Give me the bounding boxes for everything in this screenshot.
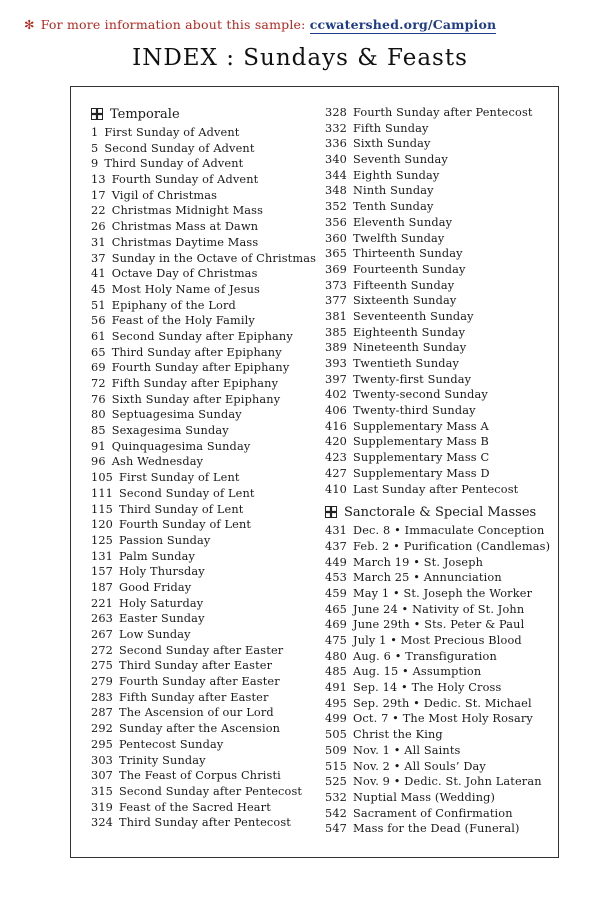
index-entry [91,768,316,784]
page-number: 292 [91,722,114,736]
page-number: 31 [91,235,106,249]
entry-label: Nov. 2 • All Souls’ Day [353,759,486,773]
entry-label: Third Sunday of Lent [119,502,244,516]
entry-label: Feb. 2 • Purification (Candlemas) [353,539,551,553]
index-entry [91,172,316,188]
entry-label: Supplementary Mass A [353,419,489,433]
index-entry [91,517,316,533]
entry-label: Septuagesima Sunday [111,408,242,422]
entry-label: Second Sunday after Epiphany [111,329,293,343]
entry-label: Holy Thursday [119,565,205,579]
index-entry [91,188,316,204]
page-number: 37 [91,251,106,265]
index-entry [91,439,316,455]
sanctorale-list [325,523,550,837]
page-number: 125 [91,533,114,547]
index-entry [325,727,550,743]
entry-label: July 1 • Most Precious Blood [353,634,522,647]
entry-label: Tenth Sunday [353,200,434,214]
page-number: 423 [325,451,348,465]
entry-label: Sacrament of Confirmation [353,806,513,820]
entry-label: Most Holy Name of Jesus [111,282,260,296]
page-number: 542 [325,806,348,820]
index-entry [91,392,316,408]
entry-label: Epiphany of the Lord [111,298,236,312]
entry-label: Sexagesima Sunday [111,424,229,438]
page-number: 459 [325,586,348,600]
page-number: 406 [325,404,348,418]
index-entry [91,580,316,596]
index-entry [325,121,550,137]
index-entry [325,183,550,199]
page-number: 525 [325,775,348,789]
index-entry [91,407,316,423]
entry-label: Twenty-third Sunday [353,404,476,418]
entry-label: Seventh Sunday [353,153,448,167]
index-entry [325,743,550,759]
page-number: 480 [325,649,348,663]
entry-label: Palm Sunday [119,549,196,563]
right-column [325,105,550,837]
index-entry [325,602,550,618]
index-entry [91,784,316,800]
entry-label: Aug. 6 • Transfiguration [353,649,497,663]
entry-label: Third Sunday after Easter [119,659,273,673]
page-number: 340 [325,153,348,167]
page-number: 80 [91,408,106,422]
entry-label: Thirteenth Sunday [353,247,463,261]
page-number: 267 [91,628,114,641]
entry-label: Trinity Sunday [119,753,206,767]
index-entry [325,450,550,466]
index-entry [91,611,316,627]
entry-label: Fifth Sunday [353,121,429,135]
page-number: 509 [325,743,348,757]
page-number: 475 [325,634,348,647]
page-number: 56 [91,314,106,328]
page-number: 283 [91,690,114,704]
entry-label: Fourth Sunday after Easter [119,675,280,689]
index-entry [325,309,550,325]
page-number: 352 [325,200,348,214]
entry-label: Fourth Sunday of Advent [111,173,259,187]
index-entry [325,246,550,262]
index-entry [325,387,550,403]
index-entry [91,251,316,267]
page-number: 385 [325,325,348,339]
page-number: 369 [325,262,348,276]
entry-label: Fifth Sunday after Epiphany [111,377,279,390]
entry-label: Supplementary Mass C [353,451,490,465]
page-number: 303 [91,753,114,767]
page-number: 91 [91,439,106,453]
temporale-heading-label: Temporale [110,106,180,122]
page-number: 315 [91,784,114,798]
index-entry [91,282,316,298]
temporale-heading [91,103,316,125]
page-number: 491 [325,681,348,695]
page-number: 416 [325,419,348,433]
entry-label: Fourth Sunday after Epiphany [111,361,290,375]
page-number: 495 [325,696,348,710]
index-frame [70,86,559,858]
sanctorale-heading [325,501,550,523]
page-number: 336 [325,137,348,151]
index-entry [325,649,550,665]
entry-label: March 19 • St. Joseph [353,555,484,569]
index-entry [91,690,316,706]
entry-label: Pentecost Sunday [119,737,224,751]
index-entry [91,345,316,361]
entry-label: First Sunday of Lent [119,471,240,485]
page-number: 410 [325,482,348,496]
entry-label: Sixteenth Sunday [353,294,457,308]
entry-label: Supplementary Mass D [353,466,490,480]
page-number: 377 [325,294,348,308]
index-entry [325,419,550,435]
entry-label: Feast of the Holy Family [111,314,255,328]
left-column [91,103,316,831]
entry-label: Christ the King [353,728,443,742]
page-number: 420 [325,435,348,449]
page-number: 105 [91,471,114,485]
entry-label: Twentieth Sunday [353,357,460,370]
page-number: 348 [325,184,348,198]
index-entry [91,235,316,251]
entry-label: Passion Sunday [119,533,211,547]
page-number: 51 [91,298,106,312]
entry-label: Good Friday [119,580,192,594]
entry-label: Nov. 1 • All Saints [353,743,461,757]
temporale-list [91,125,316,831]
entry-label: Quinquagesima Sunday [111,439,251,453]
entry-label: Fourth Sunday after Pentecost [353,106,533,119]
index-entry [325,434,550,450]
asterisk-icon: ✻ [24,17,35,32]
index-entry [91,141,316,157]
index-entry [91,674,316,690]
page-number: 332 [325,121,348,135]
index-entry [325,105,550,121]
entry-label: Oct. 7 • The Most Holy Rosary [353,712,533,726]
index-entry [325,168,550,184]
entry-label: Twenty-second Sunday [353,388,488,402]
entry-label: Sixth Sunday after Epiphany [111,392,281,406]
entry-label: Fifth Sunday after Easter [119,690,269,704]
page-number: 26 [91,220,106,234]
entry-label: June 24 • Nativity of St. John [353,602,525,616]
index-entry [325,340,550,356]
entry-label: Last Sunday after Pentecost [353,482,519,496]
page-number: 131 [91,549,114,563]
index-entry [325,711,550,727]
page-number: 45 [91,282,106,296]
cross-icon [91,108,103,120]
index-entry [325,356,550,372]
page-number: 275 [91,659,114,673]
entry-label: June 29th • Sts. Peter & Paul [353,618,525,632]
index-entry [325,696,550,712]
page-number: 263 [91,612,114,626]
entry-label: Christmas Midnight Mass [111,204,264,218]
index-entry [91,219,316,235]
page-number: 22 [91,204,106,218]
page-number: 319 [91,800,114,814]
campion-link[interactable]: ccwatershed.org/Campion [309,17,497,32]
page-number: 279 [91,675,114,689]
index-entry [91,423,316,439]
entry-label: Easter Sunday [119,612,205,626]
index-entry [325,555,550,571]
index-entry [325,570,550,586]
page-number: 221 [91,596,114,610]
page-number: 187 [91,580,114,594]
page-number: 427 [325,466,348,480]
index-entry [91,470,316,486]
page-number: 485 [325,665,348,679]
index-entry [91,376,316,392]
index-entry [91,815,316,831]
entry-label: Ash Wednesday [111,455,204,469]
index-entry [91,360,316,376]
index-entry [325,680,550,696]
index-entry [91,266,316,282]
index-entry [91,753,316,769]
page-number: 287 [91,706,114,720]
index-entry [91,658,316,674]
index-entry [325,262,550,278]
page-number: 61 [91,329,106,343]
page-number: 465 [325,602,348,616]
index-entry [325,759,550,775]
entry-label: Second Sunday after Easter [119,643,284,657]
entry-label: Sep. 29th • Dedic. St. Michael [353,696,532,710]
index-entry [91,156,316,172]
info-banner [24,17,496,32]
entry-label: Sep. 14 • The Holy Cross [353,681,502,695]
entry-label: Seventeenth Sunday [353,309,474,323]
index-entry [325,293,550,309]
index-entry [91,596,316,612]
page-number: 65 [91,345,106,359]
entry-label: Eighteenth Sunday [353,325,466,339]
index-entry [325,403,550,419]
page-number: 272 [91,643,114,657]
temporale-continued-list [325,105,550,497]
page-number: 13 [91,173,106,187]
page-number: 389 [325,341,348,355]
page-number: 115 [91,502,114,516]
page-number: 5 [91,141,99,155]
entry-label: Holy Saturday [119,596,204,610]
index-entry [325,806,550,822]
entry-label: Aug. 15 • Assumption [353,665,482,679]
entry-label: Feast of the Sacred Heart [119,800,271,814]
index-entry [91,486,316,502]
index-entry [91,533,316,549]
entry-label: Fourth Sunday of Lent [119,518,252,532]
page-number: 295 [91,737,114,751]
page-number: 505 [325,728,348,742]
page-number: 324 [91,816,114,830]
page-number: 469 [325,618,348,632]
page-number: 397 [325,372,348,386]
entry-label: Twenty-first Sunday [353,372,472,386]
index-entry [325,586,550,602]
entry-label: Second Sunday of Lent [119,486,255,500]
entry-label: Eleventh Sunday [353,215,453,229]
index-entry [325,774,550,790]
entry-label: Dec. 8 • Immaculate Conception [353,524,545,538]
cross-icon [325,506,337,518]
entry-label: Third Sunday of Advent [104,157,244,171]
index-entry [325,278,550,294]
entry-label: Second Sunday after Pentecost [119,784,303,798]
page-number: 85 [91,424,106,438]
entry-label: Sunday after the Ascension [119,722,281,736]
index-entry [325,821,550,837]
entry-label: Sixth Sunday [353,137,431,151]
page-number: 307 [91,769,114,783]
page-number: 453 [325,571,348,585]
page-number: 328 [325,106,348,119]
index-entry [91,502,316,518]
index-entry [91,705,316,721]
entry-label: Nuptial Mass (Wedding) [353,790,496,804]
entry-label: Third Sunday after Pentecost [119,816,291,830]
page-number: 402 [325,388,348,402]
entry-label: Twelfth Sunday [353,231,445,245]
page-number: 17 [91,188,106,202]
index-entry [325,539,550,555]
page-number: 69 [91,361,106,375]
entry-label: Christmas Mass at Dawn [111,220,259,234]
index-entry [325,523,550,539]
page-number: 356 [325,215,348,229]
page-number: 532 [325,790,348,804]
page-number: 373 [325,278,348,292]
page-number: 393 [325,357,348,370]
index-entry [325,790,550,806]
entry-label: Low Sunday [119,628,191,641]
page-number: 431 [325,524,348,538]
index-entry [91,627,316,643]
page-number: 72 [91,377,106,390]
page-title: INDEX : Sundays & Feasts [132,45,468,71]
index-entry [325,482,550,498]
index-entry [325,617,550,633]
page-number: 360 [325,231,348,245]
page-number: 1 [91,126,99,139]
entry-label: The Ascension of our Lord [119,706,274,720]
entry-label: Eighth Sunday [353,168,440,182]
index-entry [91,313,316,329]
index-entry [325,664,550,680]
page-number: 449 [325,555,348,569]
page-number: 9 [91,157,99,171]
entry-label: Octave Day of Christmas [111,267,258,281]
index-entry [325,372,550,388]
index-entry [325,231,550,247]
index-entry [91,549,316,565]
page-number: 381 [325,309,348,323]
entry-label: Vigil of Christmas [111,188,218,202]
entry-label: First Sunday of Advent [104,126,240,139]
index-entry [91,721,316,737]
page-number: 344 [325,168,348,182]
entry-label: Christmas Daytime Mass [111,235,259,249]
page-number: 96 [91,455,106,469]
page-number: 437 [325,539,348,553]
index-entry [91,643,316,659]
index-entry [91,737,316,753]
page-number: 111 [91,486,114,500]
index-entry [91,203,316,219]
entry-label: Nineteenth Sunday [353,341,467,355]
entry-label: Nov. 9 • Dedic. St. John Lateran [353,775,542,789]
entry-label: March 25 • Annunciation [353,571,502,585]
index-entry [325,136,550,152]
index-entry [325,152,550,168]
banner-text: For more information about this sample: [40,17,310,32]
entry-label: Fourteenth Sunday [353,262,466,276]
index-entry [91,329,316,345]
index-entry [91,454,316,470]
index-entry [325,325,550,341]
index-entry [325,215,550,231]
page-number: 365 [325,247,348,261]
entry-label: Sunday in the Octave of Christmas [111,251,317,265]
entry-label: Second Sunday of Advent [104,141,255,155]
index-entry [91,125,316,141]
entry-label: Mass for the Dead (Funeral) [353,822,520,836]
page-number: 120 [91,518,114,532]
index-entry [325,466,550,482]
index-entry [325,633,550,649]
index-entry [91,298,316,314]
page-number: 547 [325,822,348,836]
index-entry [91,564,316,580]
entry-label: Supplementary Mass B [353,435,489,449]
entry-label: The Feast of Corpus Christi [119,769,281,783]
entry-label: Ninth Sunday [353,184,434,198]
index-entry [91,800,316,816]
page-number: 41 [91,267,106,281]
page-number: 499 [325,712,348,726]
entry-label: Third Sunday after Epiphany [111,345,282,359]
page-number: 515 [325,759,348,773]
sanctorale-heading-label: Sanctorale & Special Masses [344,504,537,520]
entry-label: May 1 • St. Joseph the Worker [353,586,533,600]
page-number: 157 [91,565,114,579]
index-entry [325,199,550,215]
page-number: 76 [91,392,106,406]
entry-label: Fifteenth Sunday [353,278,455,292]
